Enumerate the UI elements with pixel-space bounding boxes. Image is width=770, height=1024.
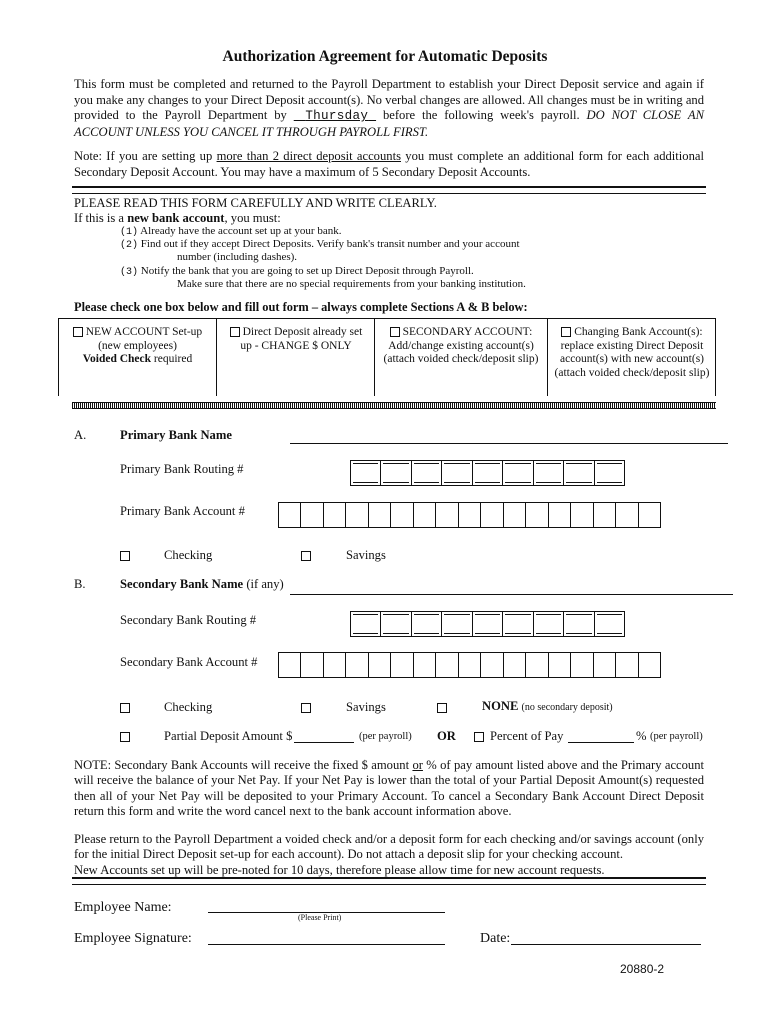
- none-label: NONE (no secondary deposit): [482, 699, 613, 713]
- primary-savings-label: Savings: [346, 548, 386, 562]
- primary-checking-label: Checking: [164, 548, 213, 562]
- note-underlined: more than 2 direct deposit accounts: [216, 149, 401, 163]
- check-heading: Please check one box below and fill out form – always complete Sections A & B below:: [74, 300, 528, 314]
- new-account-bold: new bank account: [127, 211, 225, 225]
- secondary-routing-field[interactable]: [350, 611, 625, 637]
- secondary-routing-label: Secondary Bank Routing #: [120, 613, 257, 627]
- or-label: OR: [437, 729, 456, 743]
- step-2-cont: number (including dashes).: [177, 251, 298, 263]
- new-account-line: [74, 211, 281, 226]
- per-payroll-note-2: (per payroll): [650, 731, 703, 742]
- note-prefix: Note: If you are setting up: [74, 149, 213, 163]
- percent-of-pay-label: Percent of Pay: [490, 729, 564, 743]
- date-label: Date:: [480, 931, 511, 946]
- secondary-bank-name-field[interactable]: [290, 594, 733, 595]
- primary-checking-checkbox[interactable]: [120, 548, 130, 563]
- new-account-suffix: , you must:: [224, 211, 281, 225]
- primary-bank-name-label: Primary Bank Name: [120, 428, 232, 442]
- note-suffix: you must complete an additional form for each additional Secondary Deposit Account. You may have a maximum of 5 Secondary Deposit Accounts.: [74, 149, 704, 179]
- options-divider: [547, 318, 548, 396]
- secondary-bank-name-label: Secondary Bank Name (if any): [120, 577, 284, 591]
- per-payroll-note: (per payroll): [359, 731, 412, 742]
- intro-text-2: before the following week's payroll.: [382, 108, 580, 122]
- checkbox[interactable]: [230, 327, 240, 337]
- section-a-letter: A.: [74, 428, 87, 442]
- note-paragraph: [74, 149, 704, 180]
- options-top-rule: [58, 318, 716, 319]
- option-change-amount[interactable]: Direct Deposit already set up - CHANGE $ ONLY: [219, 326, 373, 353]
- secondary-account-label: Secondary Bank Account #: [120, 655, 258, 669]
- step-3-cont: Make sure that there are no special requirements from your banking institution.: [177, 278, 526, 290]
- secondary-savings-checkbox[interactable]: [301, 700, 311, 715]
- submission-day-field[interactable]: Thursday_: [305, 109, 377, 123]
- primary-routing-label: Primary Bank Routing #: [120, 462, 244, 476]
- primary-account-field[interactable]: [278, 502, 661, 528]
- form-number: 20880-2: [620, 962, 665, 976]
- partial-deposit-amount-field[interactable]: [294, 742, 354, 743]
- secondary-savings-label: Savings: [346, 700, 386, 714]
- instructions-heading: PLEASE READ THIS FORM CAREFULLY AND WRITE CLEARLY.: [74, 196, 437, 210]
- checkbox[interactable]: [390, 327, 400, 337]
- date-field[interactable]: [511, 944, 701, 945]
- option-new-account[interactable]: NEW ACCOUNT Set-up (new employees) Voided Check required: [60, 326, 215, 367]
- section-divider: [72, 402, 716, 409]
- secondary-checking-checkbox[interactable]: [120, 700, 130, 715]
- options-border: [715, 318, 716, 396]
- employee-signature-label: Employee Signature:: [74, 931, 192, 946]
- options-divider: [216, 318, 217, 396]
- employee-name-label: Employee Name:: [74, 900, 172, 915]
- primary-routing-field[interactable]: [350, 460, 625, 486]
- divider: [72, 186, 706, 194]
- option-secondary-account[interactable]: SECONDARY ACCOUNT: Add/change existing account(s) (attach voided check/deposit slip): [383, 326, 539, 365]
- options-border: [58, 318, 59, 396]
- percent-of-pay-checkbox[interactable]: [474, 729, 484, 744]
- form-title: Authorization Agreement for Automatic Deposits: [222, 48, 548, 65]
- partial-deposit-label: Partial Deposit Amount $: [164, 729, 293, 743]
- intro-paragraph: [74, 77, 704, 140]
- secondary-note-paragraph: NOTE: Secondary Bank Accounts will receive the fixed $ amount or % of pay amount listed above and the Primary account will receive the balance of your Net Pay. If your Net Pay is lower than the total of your Partial Deposit Amount(s) requested then all of your Net Pay will be deposited to your Primary Account. To cancel a Secondary Bank Account Direct Deposit return this form and write the word cancel next to the bank account information above.: [74, 758, 705, 818]
- none-checkbox[interactable]: [437, 700, 447, 715]
- close-account-warning: DO NOT CLOSE AN ACCOUNT UNLESS YOU CANCEL IT THROUGH PAYROLL FIRST.: [74, 108, 704, 139]
- section-b-letter: B.: [74, 577, 86, 591]
- primary-bank-name-field[interactable]: [290, 443, 728, 444]
- employee-signature-field[interactable]: [208, 944, 445, 945]
- primary-savings-checkbox[interactable]: [301, 548, 311, 563]
- intro-text: This form must be completed and returned to the Payroll Department to establish your Direct Deposit service and again if you make any changes to your Direct Deposit account(s). No verbal changes are allowed. All changes must be in writing and provided to the Payroll Department by: [74, 77, 704, 122]
- percent-sign: %: [636, 729, 647, 743]
- secondary-checking-label: Checking: [164, 700, 213, 714]
- partial-deposit-checkbox[interactable]: [120, 729, 130, 744]
- please-print-note: (Please Print): [298, 913, 342, 922]
- secondary-account-field[interactable]: [278, 652, 661, 678]
- return-note-paragraph: Please return to the Payroll Department a voided check and/or a deposit form for each checking and/or savings account (only for the initial Direct Deposit set-up for each account). Do not attach a deposit slip for your checking account. New Accounts set up will be pre-noted for 10 days, therefore please allow time for new account requests.: [74, 832, 704, 877]
- primary-account-label: Primary Bank Account #: [120, 504, 245, 518]
- percent-of-pay-field[interactable]: [568, 742, 634, 743]
- options-divider: [374, 318, 375, 396]
- step-2: (2) Find out if they accept Direct Deposits. Verify bank's transit number and your account: [120, 238, 520, 251]
- step-3: (3) Notify the bank that you are going to set up Direct Deposit through Payroll.: [120, 265, 474, 278]
- divider: [72, 877, 706, 885]
- checkbox[interactable]: [73, 327, 83, 337]
- option-changing-bank[interactable]: Changing Bank Account(s): replace existing Direct Deposit account(s) with new account(s) (attach voided check/deposit slip): [554, 326, 710, 379]
- checkbox[interactable]: [561, 327, 571, 337]
- step-1: (1) Already have the account set up at your bank.: [120, 225, 342, 238]
- new-account-prefix: If this is a: [74, 211, 125, 225]
